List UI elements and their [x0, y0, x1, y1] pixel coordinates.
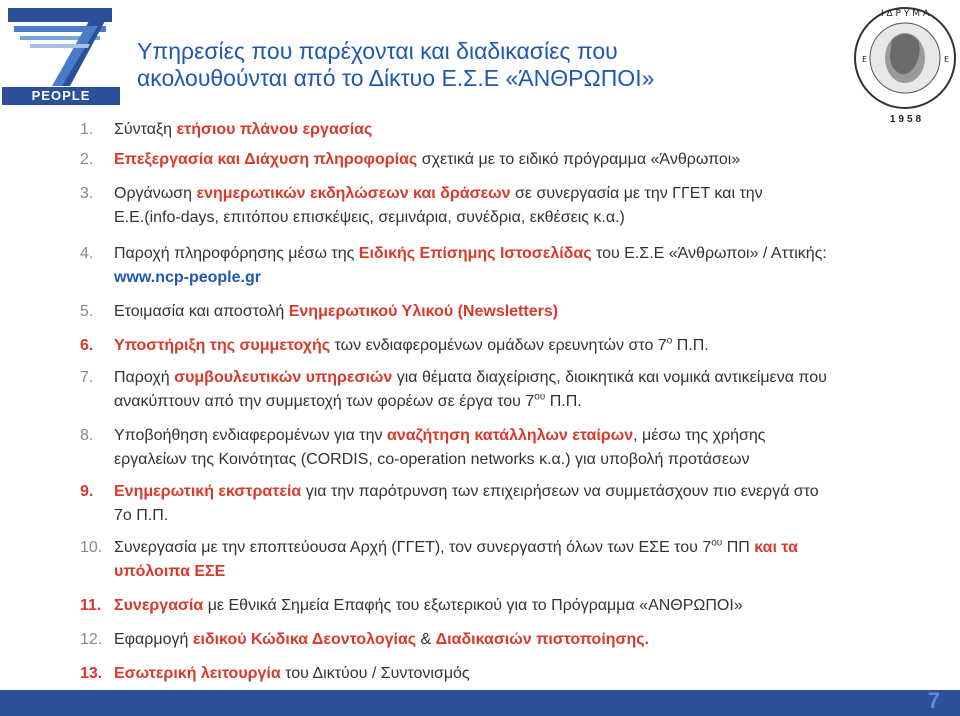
title-line-1: Υπηρεσίες που παρέχονται και διαδικασίες που — [137, 38, 618, 64]
seal-year: 1958 — [889, 114, 925, 125]
item-highlight: Ενημερωτικού Υλικού (Newsletters) — [288, 303, 559, 320]
item-number: 11. — [80, 597, 102, 614]
item-number: 12. — [80, 631, 103, 648]
item-highlight: Ενημερωτική εκστρατεία — [114, 483, 302, 500]
svg-text:Ε: Ε — [862, 55, 868, 64]
superscript: ου — [534, 391, 546, 403]
item-text: με Εθνικά Σημεία Επαφής του εξωτερικού για το Πρόγραμμα «ΑΝΘΡΩΠΟΙ» — [203, 597, 743, 614]
item-highlight-line2: υπόλοιπα ΕΣΕ — [114, 563, 226, 580]
item-highlight: Επεξεργασία και Διάχυση πληροφορίας — [114, 151, 418, 168]
item-text: Σύνταξη — [114, 121, 177, 138]
slide-title — [137, 38, 817, 92]
item-text: του Δικτύου / Συντονισμός — [280, 665, 470, 682]
item-highlight: Υποστήριξη της συμμετοχής — [114, 337, 331, 354]
item-number: 2. — [80, 151, 94, 168]
item-highlight: Διαδικασιών πιστοποίησης. — [435, 631, 650, 648]
item-highlight: συμβουλευτικών υπηρεσιών — [174, 369, 393, 386]
item-text-line2: εργαλείων της Κοινότητας (CORDIS, co-operation networks κ.α.) για υποβολή προτάσεων — [114, 451, 750, 468]
svg-text:Ι Δ Ρ Υ Μ Α: Ι Δ Ρ Υ Μ Α — [881, 9, 929, 19]
item-number: 5. — [80, 303, 94, 320]
item-text: για θέματα διαχείρισης, διοικητικά και νομικά αντικείμενα που — [392, 369, 827, 386]
website-link[interactable]: www.ncp-people.gr — [114, 269, 261, 286]
item-text: Παροχή — [114, 369, 175, 386]
item-number: 10. — [80, 539, 103, 556]
item-number: 13. — [80, 665, 103, 682]
title-line-2: ακολουθούνται από το Δίκτυο Ε.Σ.Ε «ΆΝΘΡΩΠΟΙ» — [137, 65, 655, 91]
item-highlight: Εσωτερική λειτουργία — [114, 665, 281, 682]
item-text: του Ε.Σ.Ε «Άνθρωποι» / Αττικής: — [591, 245, 827, 262]
people-label: PEOPLE — [2, 87, 120, 105]
page-number: 7 — [927, 688, 940, 713]
superscript: ου — [711, 537, 723, 549]
fp7-people-logo — [0, 0, 122, 122]
item-highlight: και τα — [754, 539, 798, 556]
seal-icon — [852, 2, 958, 114]
item-number: 3. — [80, 185, 94, 202]
item-highlight: Ειδικής Επίσημης Ιστοσελίδας — [358, 245, 592, 262]
item-text: Ετοιμασία και αποστολή — [114, 303, 289, 320]
item-text: Εφαρμογή — [114, 631, 193, 648]
item-number: 8. — [80, 427, 94, 444]
superscript: ο — [666, 335, 673, 347]
item-highlight: ενημερωτικών εκδηλώσεων και δράσεων — [196, 185, 511, 202]
item-text: των ενδιαφερομένων ομάδων ερευνητών στο 7 — [330, 337, 667, 354]
item-text: Συνεργασία με την εποπτεύουσα Αρχή (ΓΓΕΤ), τον συνεργαστή όλων των ΕΣΕ του 7 — [114, 539, 712, 556]
item-number: 6. — [80, 337, 94, 354]
item-text-line2: Ε.Ε.(info-days, επιτόπου επισκέψεις, σεμινάρια, συνέδρια, εκθέσεις κ.α.) — [114, 209, 625, 226]
seven-logo-icon — [0, 0, 122, 88]
item-text: Παροχή πληροφόρησης μέσω της — [114, 245, 359, 262]
item-text-line2: ανακύπτουν από την συμμετοχή των φορέων σε έργα του 7 — [114, 393, 535, 410]
svg-text:Ε: Ε — [944, 55, 950, 64]
item-highlight: αναζήτηση κατάλληλων εταίρων — [386, 427, 634, 444]
item-number: 1. — [80, 121, 94, 138]
item-text: ΠΠ — [722, 539, 755, 556]
item-highlight: ετήσιου πλάνου εργασίας — [176, 121, 373, 138]
footer-band — [0, 694, 960, 716]
item-text: για την παρότρυνση των επιχειρήσεων να συμμετάσχουν πιο ενεργά στο — [301, 483, 819, 500]
item-highlight: ειδικού Κώδικα Δεοντολογίας — [192, 631, 417, 648]
item-text: Υποβοήθηση ενδιαφερομένων για την — [114, 427, 387, 444]
item-text: Π.Π. — [545, 393, 582, 410]
item-text: σε συνεργασία με την ΓΓΕΤ και την — [510, 185, 763, 202]
item-text: σχετικά με το ειδικό πρόγραμμα «Άνθρωποι» — [417, 151, 741, 168]
item-text: , μέσω της χρήσης — [633, 427, 766, 444]
item-text: Οργάνωση — [114, 185, 197, 202]
item-number: 9. — [80, 483, 94, 500]
item-number: 4. — [80, 245, 94, 262]
item-highlight: Συνεργασία — [114, 597, 204, 614]
item-number: 7. — [80, 369, 94, 386]
foundation-seal — [852, 2, 958, 126]
item-text: Π.Π. — [672, 337, 709, 354]
item-text-line2: 7ο Π.Π. — [114, 507, 169, 524]
item-text: & — [416, 631, 436, 648]
